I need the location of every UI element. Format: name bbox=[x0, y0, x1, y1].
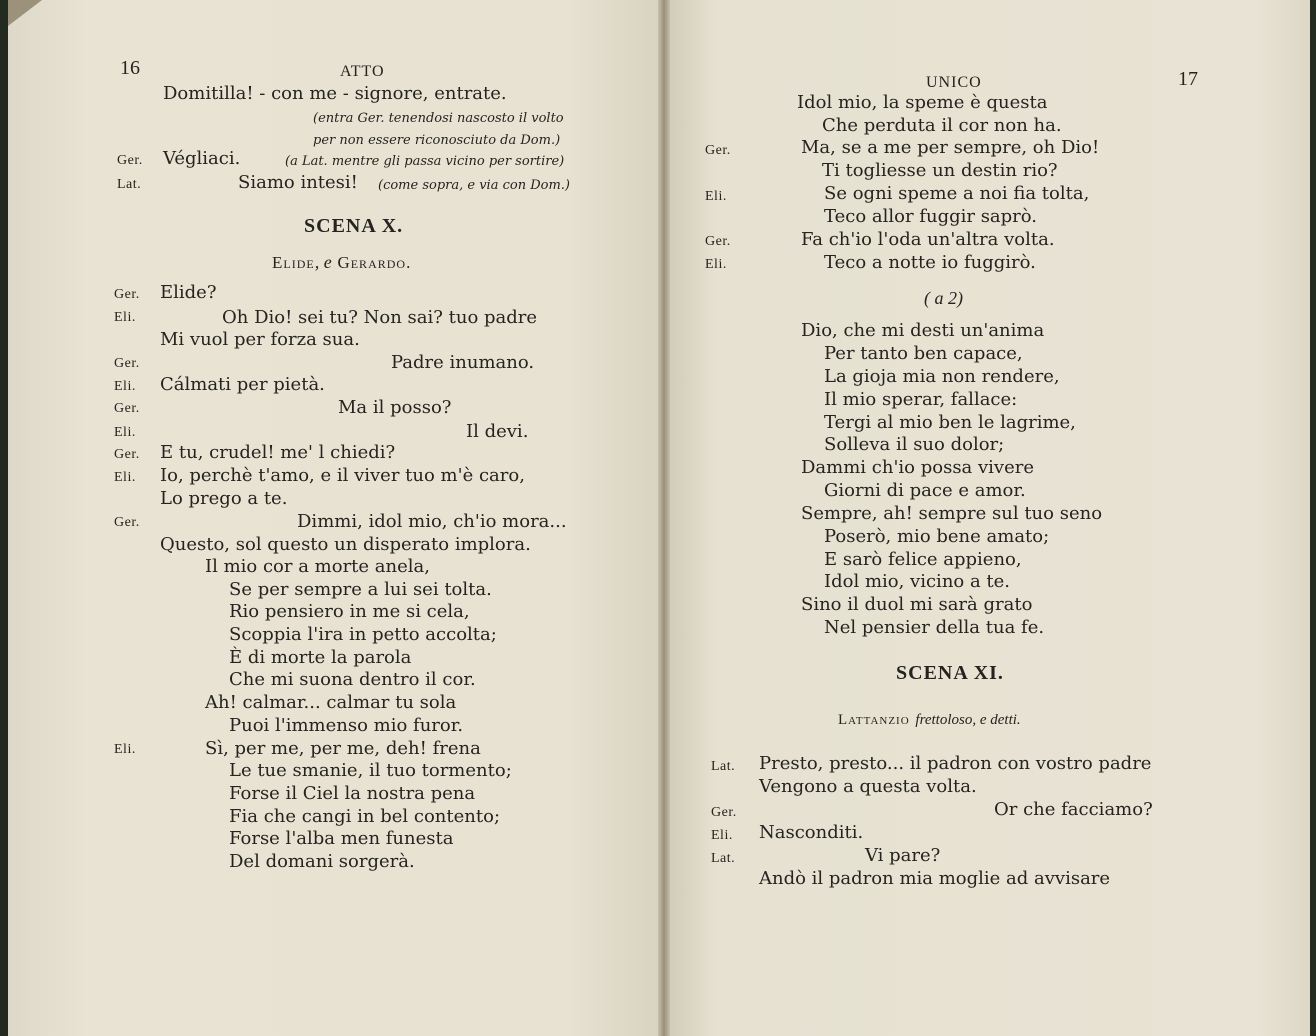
duet-marker: ( a 2) bbox=[924, 288, 963, 308]
speaker-label: Ger. bbox=[114, 356, 140, 371]
verse-line: Idol mio, vicino a te. bbox=[824, 571, 1011, 592]
speaker-label: Lat. bbox=[711, 759, 736, 774]
verse-line: Sempre, ah! sempre sul tuo seno bbox=[801, 503, 1103, 524]
verse-line: Cálmati per pietà. bbox=[160, 374, 325, 395]
speaker-label: Ger. bbox=[114, 447, 140, 462]
speaker-label: Eli. bbox=[114, 379, 136, 394]
verse-line: Ah! calmar... calmar tu sola bbox=[205, 692, 457, 713]
verse-line: Tergi al mio ben le lagrime, bbox=[824, 412, 1076, 433]
verse-line: Ma, se a me per sempre, oh Dio! bbox=[801, 137, 1100, 158]
verse-line: Fa ch'io l'oda un'altra volta. bbox=[801, 229, 1055, 250]
verse-line: Forse l'alba men funesta bbox=[229, 828, 454, 849]
scene-heading: SCENA XI. bbox=[896, 662, 1004, 684]
verse-line: Il mio sperar, fallace: bbox=[824, 389, 1018, 410]
verse-line: Che mi suona dentro il cor. bbox=[229, 669, 476, 690]
cast-direction: frettoloso, e detti. bbox=[915, 712, 1021, 728]
verse-line: Il mio cor a morte anela, bbox=[205, 556, 430, 577]
verse-line: Presto, presto... il padron con vostro padre bbox=[759, 753, 1152, 774]
verse-line: Siamo intesi! bbox=[238, 172, 358, 193]
speaker-label: Ger. bbox=[114, 287, 140, 302]
verse-line: Puoi l'immenso mio furor. bbox=[229, 715, 464, 736]
verse-line: Solleva il suo dolor; bbox=[824, 434, 1005, 455]
speaker-label: Ger. bbox=[117, 153, 143, 168]
verse-line: Le tue smanie, il tuo tormento; bbox=[229, 760, 512, 781]
verse-line: Se ogni speme a noi fia tolta, bbox=[824, 183, 1090, 204]
verse-line: Che perduta il cor non ha. bbox=[822, 115, 1062, 136]
verse-line: Il devi. bbox=[466, 421, 529, 442]
speaker-label: Ger. bbox=[705, 234, 731, 249]
verse-line: Végliaci. bbox=[163, 148, 241, 169]
speaker-label: Eli. bbox=[114, 470, 136, 485]
verse-line: Oh Dio! sei tu? Non sai? tuo padre bbox=[222, 307, 538, 328]
verse-line: Vi pare? bbox=[865, 845, 941, 866]
verse-line: Del domani sorgerà. bbox=[229, 851, 415, 872]
running-head: UNICO bbox=[926, 74, 982, 91]
verse-line: Forse il Ciel la nostra pena bbox=[229, 783, 476, 804]
verse-line: Nasconditi. bbox=[759, 822, 864, 843]
speaker-label: Lat. bbox=[117, 177, 142, 192]
verse-line: Mi vuol per forza sua. bbox=[160, 329, 360, 350]
verse-line: Scoppia l'ira in petto accolta; bbox=[229, 624, 497, 645]
stage-direction: (entra Ger. tenendosi nascosto il volto bbox=[313, 111, 564, 126]
verse-line: E tu, crudel! me' l chiedi? bbox=[160, 442, 396, 463]
speaker-label: Eli. bbox=[114, 742, 136, 757]
speaker-label: Ger. bbox=[114, 401, 140, 416]
stage-direction: per non essere riconosciuto da Dom.) bbox=[313, 133, 561, 148]
speaker-label: Ger. bbox=[711, 805, 737, 820]
page-number: 16 bbox=[120, 57, 140, 79]
verse-line: Idol mio, la speme è questa bbox=[797, 92, 1048, 113]
verse-line: È di morte la parola bbox=[229, 647, 412, 668]
verse-line: Rio pensiero in me si cela, bbox=[229, 601, 470, 622]
character-name: Lattanzio bbox=[838, 712, 910, 728]
verse-line: Questo, sol questo un disperato implora. bbox=[160, 534, 531, 555]
verse-line: Per tanto ben capace, bbox=[824, 343, 1023, 364]
cast-list bbox=[838, 708, 1021, 731]
speaker-label: Eli. bbox=[114, 425, 136, 440]
book-gutter bbox=[658, 0, 670, 1036]
speaker-label: Eli. bbox=[711, 828, 733, 843]
verse-line: Or che facciamo? bbox=[994, 799, 1153, 820]
speaker-label: Ger. bbox=[705, 143, 731, 158]
stage-direction: (a Lat. mentre gli passa vicino per sortire) bbox=[285, 154, 565, 169]
verse-line: Fia che cangi in bel contento; bbox=[229, 806, 501, 827]
character-name: Gerardo. bbox=[337, 253, 412, 272]
verse-line: Teco a notte io fuggirò. bbox=[824, 252, 1036, 273]
running-head: ATTO bbox=[340, 63, 385, 80]
verse-line: Poserò, mio bene amato; bbox=[824, 526, 1050, 547]
verse-line: Teco allor fuggir saprò. bbox=[824, 206, 1038, 227]
verse-line: Sì, per me, per me, deh! frena bbox=[205, 738, 481, 759]
verse-line: Ma il posso? bbox=[338, 397, 452, 418]
verse-line: Se per sempre a lui sei tolta. bbox=[229, 579, 492, 600]
verse-line: Giorni di pace e amor. bbox=[824, 480, 1026, 501]
verse-line: Ti togliesse un destin rio? bbox=[822, 160, 1058, 181]
speaker-label: Eli. bbox=[705, 257, 727, 272]
verse-line: Sino il duol mi sarà grato bbox=[801, 594, 1033, 615]
stage-direction: (come sopra, e via con Dom.) bbox=[378, 178, 570, 193]
verse-line: Dammi ch'io possa vivere bbox=[801, 457, 1035, 478]
verse-line: Vengono a questa volta. bbox=[759, 776, 977, 797]
verse-line: Domitilla! - con me - signore, entrate. bbox=[163, 83, 507, 104]
verse-line: Dio, che mi desti un'anima bbox=[801, 320, 1045, 341]
cast-connector: , e bbox=[314, 252, 332, 272]
verse-line: Nel pensier della tua fe. bbox=[824, 617, 1045, 638]
cast-list bbox=[272, 251, 411, 274]
verse-line: Io, perchè t'amo, e il viver tuo m'è caro, bbox=[160, 465, 525, 486]
verse-line: Lo prego a te. bbox=[160, 488, 288, 509]
verse-line: Dimmi, idol mio, ch'io mora... bbox=[297, 511, 567, 532]
page-number: 17 bbox=[1178, 68, 1198, 90]
character-name: Elide bbox=[272, 253, 315, 272]
verse-line: La gioja mia non rendere, bbox=[824, 366, 1060, 387]
verse-line: Padre inumano. bbox=[391, 352, 535, 373]
verse-line: E sarò felice appieno, bbox=[824, 549, 1022, 570]
verse-line: Elide? bbox=[160, 282, 217, 303]
scene-heading: SCENA X. bbox=[304, 215, 404, 237]
speaker-label: Lat. bbox=[711, 851, 736, 866]
speaker-label: Eli. bbox=[114, 310, 136, 325]
speaker-label: Ger. bbox=[114, 515, 140, 530]
speaker-label: Eli. bbox=[705, 189, 727, 204]
verse-line: Andò il padron mia moglie ad avvisare bbox=[759, 868, 1111, 889]
